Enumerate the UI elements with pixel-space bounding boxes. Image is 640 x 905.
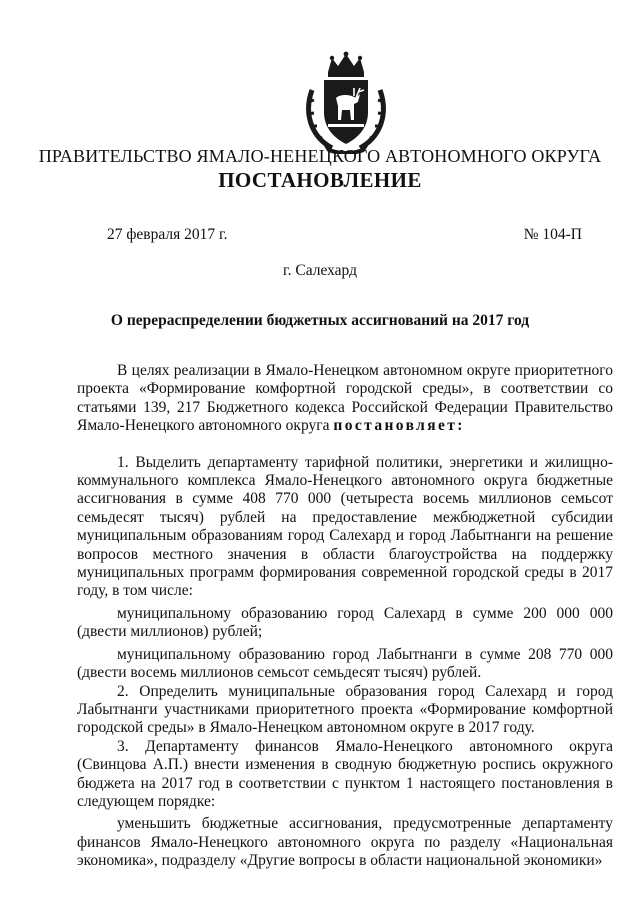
document-date: 27 февраля 2017 г. [107, 226, 228, 243]
document-title: О перераспределении бюджетных ассигнований на 2017 год [110, 312, 530, 329]
clause-3-reduce: уменьшить бюджетные ассигнования, предусмотренные департаменту финансов Ямало-Ненецкого автономного округа по разделу «Национальная экономика», подразделу «Другие вопросы в области национальной экономики» [77, 815, 613, 870]
decree-word: постановляет: [333, 417, 465, 435]
clause-1-salekhard: муниципальному образованию город Салехард в сумме 200 000 000 (двести миллионов) рублей; [77, 604, 613, 641]
clause-1: 1. Выделить департаменту тарифной политики, энергетики и жилищно-коммунального комплекса Ямало-Ненецкого автономного округа бюджетные ассигнования в сумме 408 770 000 (четыреста восемь миллионов семьсот семьдесят тысяч) рублей на предоставление межбюджетной субсидии муниципальным образованиям город Салехард и город Лабытнанги на решение вопросов местного значения в области благоустройства на поддержку муниципальных программ формирования современной городской среды в 2017 году, в том числе: [77, 453, 613, 600]
preamble-paragraph [77, 362, 613, 436]
document-number: № 104-П [523, 226, 582, 243]
document-city: г. Салехард [283, 262, 357, 279]
government-name: ПРАВИТЕЛЬСТВО ЯМАЛО-НЕНЕЦКОГО АВТОНОМНОГО ОКРУГА [38, 146, 602, 166]
clause-3: 3. Департаменту финансов Ямало-Ненецкого автономного округа (Свинцова А.П.) внести изменения в сводную бюджетную роспись окружного бюджета на 2017 год в соответствии с пунктом 1 настоящего постановления в следующем порядке: [77, 737, 613, 810]
clause-2: 2. Определить муниципальные образования город Салехард и город Лабытнанги участниками приоритетного проекта «Формирование комфортной городской среды» в Ямало-Ненецком автономном округе в 2017 году. [77, 682, 613, 737]
clause-1-labytnangi: муниципальному образованию город Лабытнанги в сумме 208 770 000 (двести восемь миллионов семьсот семьдесят тысяч) рублей. [77, 645, 613, 682]
document-body [77, 362, 613, 871]
document-kind: ПОСТАНОВЛЕНИЕ [218, 168, 422, 192]
preamble-text: В целях реализации в Ямало-Ненецком автономном округе приоритетного проекта «Формирование комфортной городской среды», в соответствии со статьями 139, 217 Бюджетного кодекса Российской Федерации Правительство Ямало-Ненецкого автономного округа [77, 362, 613, 435]
coat-of-arms-icon [298, 50, 394, 154]
